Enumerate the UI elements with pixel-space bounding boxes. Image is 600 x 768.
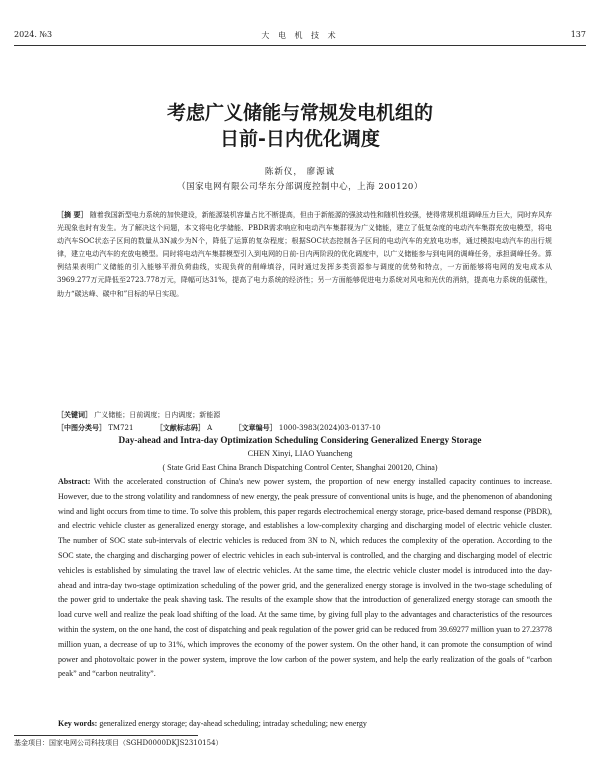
funding-note: 基金项目：国家电网公司科技项目（SGHD0000DKJS2310154） — [14, 739, 223, 747]
keywords-cn-text: 广义储能；日前调度；日内调度；新能源 — [94, 411, 221, 419]
journal-name: 大 电 机 技 术 — [261, 31, 339, 40]
paper-title — [0, 100, 600, 152]
keywords-cn-label: ［关键词］ — [57, 411, 92, 419]
authors-cn: 陈新仪， 廖源诚 — [264, 167, 336, 177]
affiliation-en: ( State Grid East China Branch Dispatching Control Center, Shanghai 200120, China) — [162, 463, 438, 472]
doc-code-label: ［文献标志码］ — [155, 424, 205, 432]
keywords-en — [58, 718, 552, 730]
footnote-rule — [14, 735, 198, 736]
article-number-value: 1000-3983(2024)03-0137-10 — [278, 424, 381, 432]
issue-number: 2024. №3 — [14, 30, 53, 39]
header-rule — [14, 45, 586, 46]
classification-cn — [57, 422, 552, 434]
clc-label: ［中图分类号］ — [57, 424, 106, 432]
keywords-cn — [57, 409, 552, 421]
doc-code-value: A — [207, 424, 213, 432]
paper-title-en: Day-ahead and Intra-day Optimization Scheduling Considering Generalized Energy Storage — [118, 435, 482, 445]
paper-title-line2: 日前-日内优化调度 — [220, 128, 380, 150]
abstract-en-text: With the accelerated construction of China's new power system, the proportion of new energy installed capacity continues to increase. However, due to the strong volatility and randomness of new energy, the peak pressure of conventional units is huge, and the phenomenon of abandoning wind and light occurs from time to time. To solve this problem, this paper regards electrochemical energy storage, price-based demand response (PBDR), and electric vehicle cluster as generalized energy storage, and establishes a low-complexity charging and discharging model of electric vehicle cluster. The number of SOC state sub-intervals of electric vehicles is reduced from 3N to N, which reduces the complexity of the operation. According to the SOC state, the charging and discharging power of electric vehicles in each sub-interval is controlled, and the charging and discharging model of electric vehicles is established by simulating the travel law of electric vehicles. At the same time, the electric vehicle cluster model is introduced into the day-ahead and intra-day two-stage optimization scheduling of the power grid, and the generalized energy storage is involved in the two-stage scheduling of the power grid to undertake the peak shaving task. The results of the example show that the introduction of generalized energy storage can smooth the load curve well and realize the peak load shifting of the load. At the same time, by giving full play to the advantages and characteristics of the resources within the system, on the one hand, the cost of dispatching and peak regulation of the power grid can be reduced from 39.69277 million yuan to 27.23778 million yuan, a decrease of up to 31%, which improves the economy of the power system. On the other hand, it can promote the consumption of wind power and photovoltaic power in the power system, improve the low carbon of the power system, and help the early realization of the goals of “carbon peak” and “carbon neutrality”. — [58, 477, 552, 679]
article-number-label: ［文章编号］ — [234, 424, 277, 432]
keywords-en-text: generalized energy storage; day-ahead scheduling; intraday scheduling; new energy — [99, 719, 367, 728]
abstract-cn-label: ［摘 要］ — [57, 211, 88, 219]
clc-value: TM721 — [108, 424, 134, 432]
running-header — [14, 30, 586, 44]
page-number: 137 — [570, 30, 586, 39]
abstract-en — [58, 475, 552, 682]
paper-title-line1: 考虑广义储能与常规发电机组的 — [166, 102, 433, 124]
abstract-en-label: Abstract: — [58, 477, 91, 486]
affiliation-cn: （国家电网有限公司华东分部调度控制中心，上海 200120） — [177, 182, 423, 192]
abstract-cn — [57, 209, 552, 301]
keywords-en-label: Key words: — [58, 719, 98, 728]
abstract-cn-text: 随着我国新型电力系统的加快建设，新能源装机容量占比不断提高，但由于新能源的强波动性和随机性较强，使得常规机组调峰压力巨大，同时弃风弃光现象也时有发生。为了解决这个问题，本文将电化学储能、PBDR需求响应和电动汽车集群视为广义储能，建立了低复杂度的电动汽车集群充放电模型，将电动汽车SOC状态子区间的数量从3N减少为N个，降低了运算的复杂程度；根据SOC状态控制各子区间的电动汽车的充放电功率，通过模拟电动汽车的出行规律，建立电动汽车的充放电模型。同时将电动汽车集群模型引入到电网的日前-日内两阶段的优化调度中，以广义储能参与到电网的调峰任务，承担调峰任务。算例结果表明广义储能的引入能够平滑负荷曲线，实现负荷的削峰填谷，同时通过发挥多类资源参与调度的优势和特点，一方面能够将电网的发电成本从3969.277万元降低至2723.778万元，降幅可达31%，提高了电力系统的经济性；另一方面能够促进电力系统对风电和光伏的消纳，提高电力系统的低碳性，助力“碳达峰、碳中和”目标的早日实现。 — [57, 211, 553, 298]
authors-en: CHEN Xinyi, LIAO Yuancheng — [247, 449, 353, 458]
